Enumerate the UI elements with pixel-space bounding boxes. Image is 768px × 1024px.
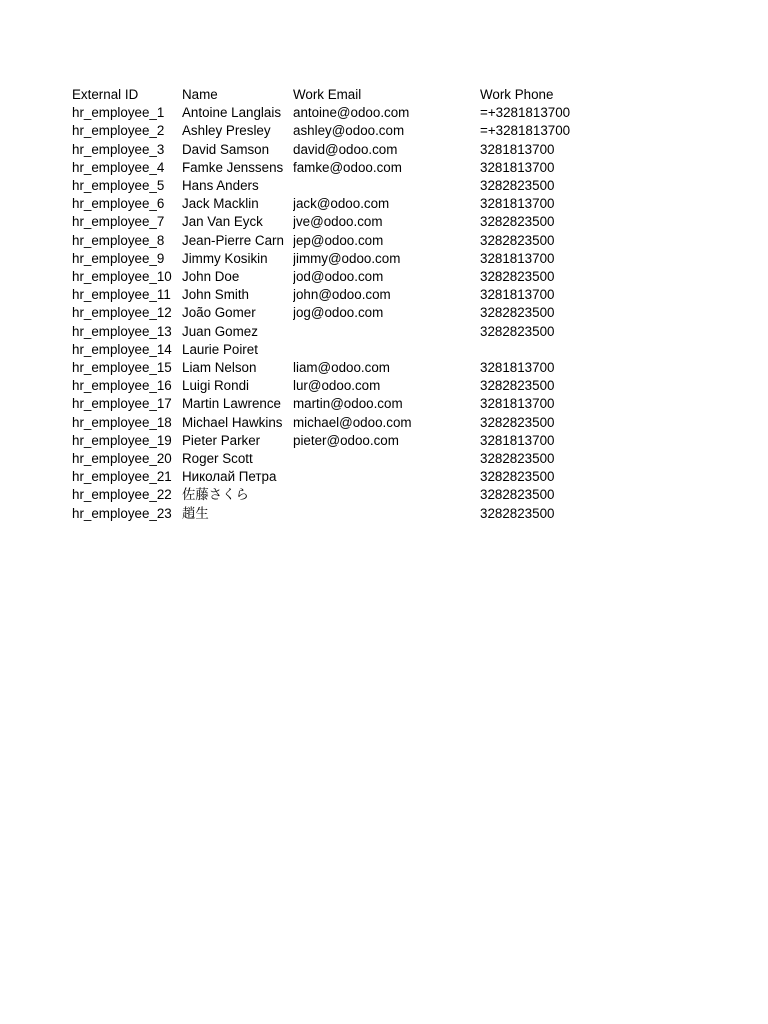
cell-work-email <box>293 341 480 359</box>
cell-work-phone: 3281813700 <box>480 141 555 157</box>
cell-name: Antoine Langlais <box>182 105 282 121</box>
cell-external-id: hr_employee_19 <box>72 432 172 448</box>
cell-name: Николай Петра <box>182 469 277 485</box>
cell-name: Jean-Pierre Carn <box>182 232 284 248</box>
cell-external-id: hr_employee_23 <box>72 505 172 521</box>
table-row <box>72 104 600 122</box>
table-row <box>72 232 600 250</box>
cell-work-email: jep@odoo.com <box>293 232 384 248</box>
cell-work-email: jack@odoo.com <box>293 196 390 212</box>
table-row <box>72 395 600 413</box>
cell-work-phone: 3282823500 <box>480 451 555 467</box>
cell-external-id: hr_employee_10 <box>72 269 172 285</box>
cell-external-id: hr_employee_1 <box>72 105 165 121</box>
cell-name: John Smith <box>182 287 249 303</box>
table-row <box>72 468 600 486</box>
table-row <box>72 450 600 468</box>
cell-work-email: jve@odoo.com <box>293 214 383 230</box>
cell-external-id: hr_employee_11 <box>72 287 171 303</box>
cell-external-id: hr_employee_21 <box>72 469 172 485</box>
cell-name: Michael Hawkins <box>182 414 283 430</box>
cell-work-phone <box>480 341 600 359</box>
cell-name: Juan Gomez <box>182 323 258 339</box>
cell-work-phone: 3281813700 <box>480 159 555 175</box>
cell-work-email <box>293 505 480 523</box>
table-row <box>72 486 600 504</box>
cell-work-phone: 3281813700 <box>480 196 555 212</box>
cell-work-email: jod@odoo.com <box>293 269 384 285</box>
table-row <box>72 432 600 450</box>
table-row <box>72 505 600 523</box>
table-row <box>72 268 600 286</box>
cell-name: 佐藤さくら <box>182 487 249 503</box>
cell-work-phone: 3281813700 <box>480 250 555 266</box>
header-row <box>72 86 600 104</box>
employee-sheet <box>72 86 600 523</box>
cell-work-phone: 3281813700 <box>480 432 555 448</box>
table-row <box>72 122 600 140</box>
employee-table <box>72 86 600 523</box>
cell-work-phone: 3281813700 <box>480 287 555 303</box>
cell-name: Jimmy Kosikin <box>182 250 268 266</box>
cell-external-id: hr_employee_18 <box>72 414 172 430</box>
table-row <box>72 195 600 213</box>
cell-work-email: jimmy@odoo.com <box>293 250 401 266</box>
cell-external-id: hr_employee_6 <box>72 196 165 212</box>
cell-work-email: liam@odoo.com <box>293 360 390 376</box>
cell-work-phone: 3282823500 <box>480 269 555 285</box>
cell-name: Ashley Presley <box>182 123 271 139</box>
table-row <box>72 213 600 231</box>
cell-work-phone: 3282823500 <box>480 378 555 394</box>
cell-work-email: pieter@odoo.com <box>293 432 399 448</box>
table-row <box>72 377 600 395</box>
cell-name: Liam Nelson <box>182 360 257 376</box>
table-row <box>72 304 600 322</box>
cell-work-email <box>293 177 480 195</box>
cell-external-id: hr_employee_9 <box>72 250 165 266</box>
cell-name: Roger Scott <box>182 451 253 467</box>
cell-name: Luigi Rondi <box>182 378 249 394</box>
cell-work-email: ashley@odoo.com <box>293 123 405 139</box>
table-row <box>72 250 600 268</box>
cell-work-phone: 3282823500 <box>480 323 555 339</box>
cell-name: João Gomer <box>182 305 256 321</box>
header-work-email: Work Email <box>293 87 362 102</box>
cell-external-id: hr_employee_16 <box>72 378 172 394</box>
cell-external-id: hr_employee_17 <box>72 396 172 412</box>
table-row <box>72 286 600 304</box>
cell-name: David Samson <box>182 141 270 157</box>
cell-work-email <box>293 323 480 341</box>
cell-external-id: hr_employee_12 <box>72 305 172 321</box>
cell-work-email <box>293 450 480 468</box>
cell-work-email: michael@odoo.com <box>293 414 412 430</box>
cell-external-id: hr_employee_14 <box>72 341 172 357</box>
cell-external-id: hr_employee_13 <box>72 323 172 339</box>
cell-work-phone: 3282823500 <box>480 414 555 430</box>
header-work-phone: Work Phone <box>480 87 554 102</box>
cell-name: Laurie Poiret <box>182 341 258 357</box>
cell-work-email: david@odoo.com <box>293 141 398 157</box>
cell-name: 趙生 <box>182 505 209 521</box>
cell-work-phone: 3282823500 <box>480 305 555 321</box>
cell-external-id: hr_employee_8 <box>72 232 165 248</box>
table-row <box>72 323 600 341</box>
cell-name: Martin Lawrence <box>182 396 281 412</box>
cell-work-phone: 3281813700 <box>480 360 555 376</box>
table-row <box>72 177 600 195</box>
header-name: Name <box>182 87 218 102</box>
cell-name: John Doe <box>182 269 240 285</box>
cell-work-email: jog@odoo.com <box>293 305 384 321</box>
table-body <box>72 104 600 523</box>
cell-work-phone: 3281813700 <box>480 396 555 412</box>
cell-work-email <box>293 486 480 504</box>
cell-external-id: hr_employee_5 <box>72 178 165 194</box>
cell-work-email: martin@odoo.com <box>293 396 403 412</box>
cell-work-phone: =+3281813700 <box>480 105 571 121</box>
cell-work-email: antoine@odoo.com <box>293 105 410 121</box>
cell-external-id: hr_employee_2 <box>72 123 165 139</box>
cell-work-email: lur@odoo.com <box>293 378 381 394</box>
cell-work-phone: 3282823500 <box>480 487 555 503</box>
cell-external-id: hr_employee_7 <box>72 214 165 230</box>
cell-external-id: hr_employee_20 <box>72 451 172 467</box>
header-external-id: External ID <box>72 87 139 102</box>
cell-work-phone: 3282823500 <box>480 178 555 194</box>
cell-work-email <box>293 468 480 486</box>
cell-work-phone: 3282823500 <box>480 469 555 485</box>
cell-work-phone: 3282823500 <box>480 232 555 248</box>
cell-work-email: john@odoo.com <box>293 287 391 303</box>
table-row <box>72 159 600 177</box>
cell-external-id: hr_employee_22 <box>72 487 172 503</box>
cell-external-id: hr_employee_15 <box>72 360 172 376</box>
cell-work-phone: 3282823500 <box>480 505 555 521</box>
table-row <box>72 341 600 359</box>
cell-external-id: hr_employee_4 <box>72 159 165 175</box>
cell-external-id: hr_employee_3 <box>72 141 165 157</box>
cell-name: Jack Macklin <box>182 196 259 212</box>
cell-name: Hans Anders <box>182 178 259 194</box>
table-row <box>72 359 600 377</box>
cell-work-email: famke@odoo.com <box>293 159 402 175</box>
cell-name: Jan Van Eyck <box>182 214 263 230</box>
table-row <box>72 141 600 159</box>
cell-name: Pieter Parker <box>182 432 261 448</box>
table-row <box>72 414 600 432</box>
cell-work-phone: 3282823500 <box>480 214 555 230</box>
cell-name: Famke Jenssens <box>182 159 284 175</box>
cell-work-phone: =+3281813700 <box>480 123 571 139</box>
